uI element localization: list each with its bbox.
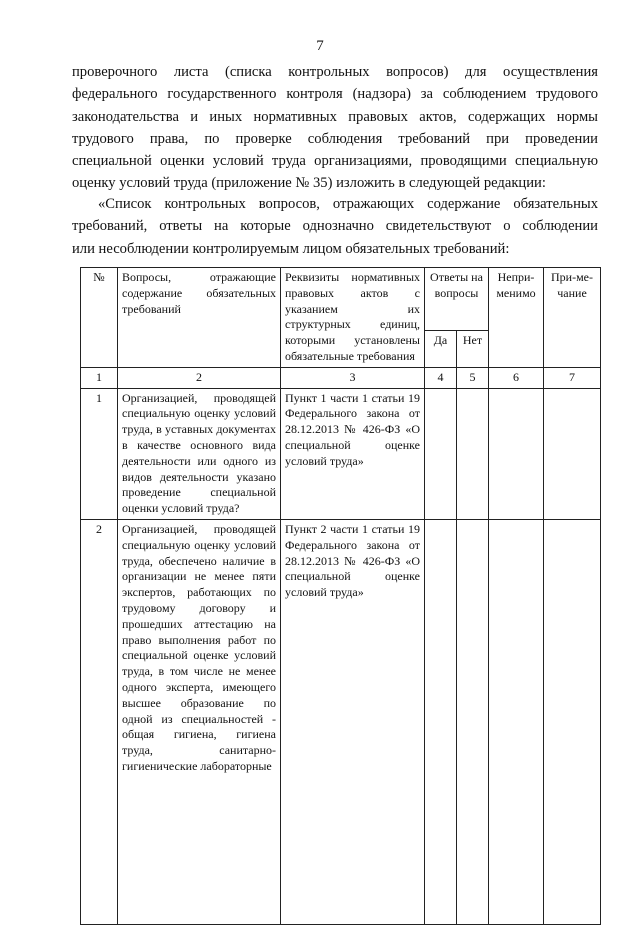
header-questions: Вопросы, отражающие содержание обязательных требований xyxy=(118,268,281,368)
row-question: Организацией, проводящей специальную оценку условий труда, в уставных документах в качестве основного вида деятельности или одного из видов деятельности указано проведение специальной оценки условий труда? xyxy=(118,388,281,519)
column-number-row xyxy=(81,367,601,388)
row-not-applicable xyxy=(489,388,544,519)
header-no: Нет xyxy=(457,331,489,368)
row-note xyxy=(544,388,601,519)
table-row xyxy=(81,388,601,519)
intro-line: трудового права, по проверке соблюдения требований при проведении xyxy=(72,130,598,147)
intro-line: законодательства и иных нормативных правовых актов, содержащих нормы xyxy=(72,108,598,125)
row-note xyxy=(544,519,601,924)
table-row xyxy=(81,519,601,924)
row-requisites: Пункт 2 части 1 статьи 19 Федерального закона от 28.12.2013 № 426-ФЗ «О специальной оценке условий труда» xyxy=(281,519,425,924)
header-not-applicable: Непри-менимо xyxy=(489,268,544,368)
header-note: При-ме-чание xyxy=(544,268,601,368)
list-intro-paragraph xyxy=(72,193,598,260)
column-number: 4 xyxy=(425,367,457,388)
row-yes xyxy=(425,519,457,924)
page-number: 7 xyxy=(316,38,324,54)
intro-line: оценку условий труда (приложение № 35) изложить в следующей редакции: xyxy=(72,175,546,192)
column-number: 3 xyxy=(281,367,425,388)
column-number: 2 xyxy=(118,367,281,388)
checklist-table xyxy=(80,267,601,925)
table-header-row xyxy=(81,268,601,331)
header-num: № xyxy=(81,268,118,368)
intro-line: федерального государственного контроля (надзора) за соблюдением трудового xyxy=(72,86,598,103)
row-yes xyxy=(425,388,457,519)
row-no xyxy=(457,519,489,924)
column-number: 6 xyxy=(489,367,544,388)
row-requisites: Пункт 1 части 1 статьи 19 Федерального закона от 28.12.2013 № 426-ФЗ «О специальной оценке условий труда» xyxy=(281,388,425,519)
row-num: 2 xyxy=(81,519,118,924)
header-yes: Да xyxy=(425,331,457,368)
column-number: 1 xyxy=(81,367,118,388)
row-no xyxy=(457,388,489,519)
row-question: Организацией, проводящей специальную оценку условий труда, обеспечено наличие в организации не менее пяти экспертов, работающих по трудовому договору и прошедших аттестацию на право выполнения работ по специальной оценке условий труда, в том числе не менее одного эксперта, имеющего высшее образование по одной из специальностей - общая гигиена, гигиена труда, санитарно-гигиенические лабораторные xyxy=(118,519,281,924)
list-intro-line: «Список контрольных вопросов, отражающих содержание обязательных xyxy=(98,196,598,212)
row-num: 1 xyxy=(81,388,118,519)
intro-paragraph xyxy=(72,61,598,195)
header-answers: Ответы на вопросы xyxy=(425,268,489,331)
intro-line: специальной оценки условий труда организациями, проводящими специальную xyxy=(72,153,598,170)
column-number: 7 xyxy=(544,367,601,388)
intro-line: проверочного листа (списка контрольных вопросов) для осуществления xyxy=(72,64,598,80)
row-not-applicable xyxy=(489,519,544,924)
header-requisites: Реквизиты нормативных правовых актов с указанием их структурных единиц, которыми установлены обязательные требования xyxy=(281,268,425,368)
list-intro-line: требований, ответы на которые однозначно свидетельствуют о соблюдении xyxy=(72,218,598,235)
column-number: 5 xyxy=(457,367,489,388)
list-intro-line: или несоблюдении контролируемым лицом обязательных требований: xyxy=(72,240,510,257)
